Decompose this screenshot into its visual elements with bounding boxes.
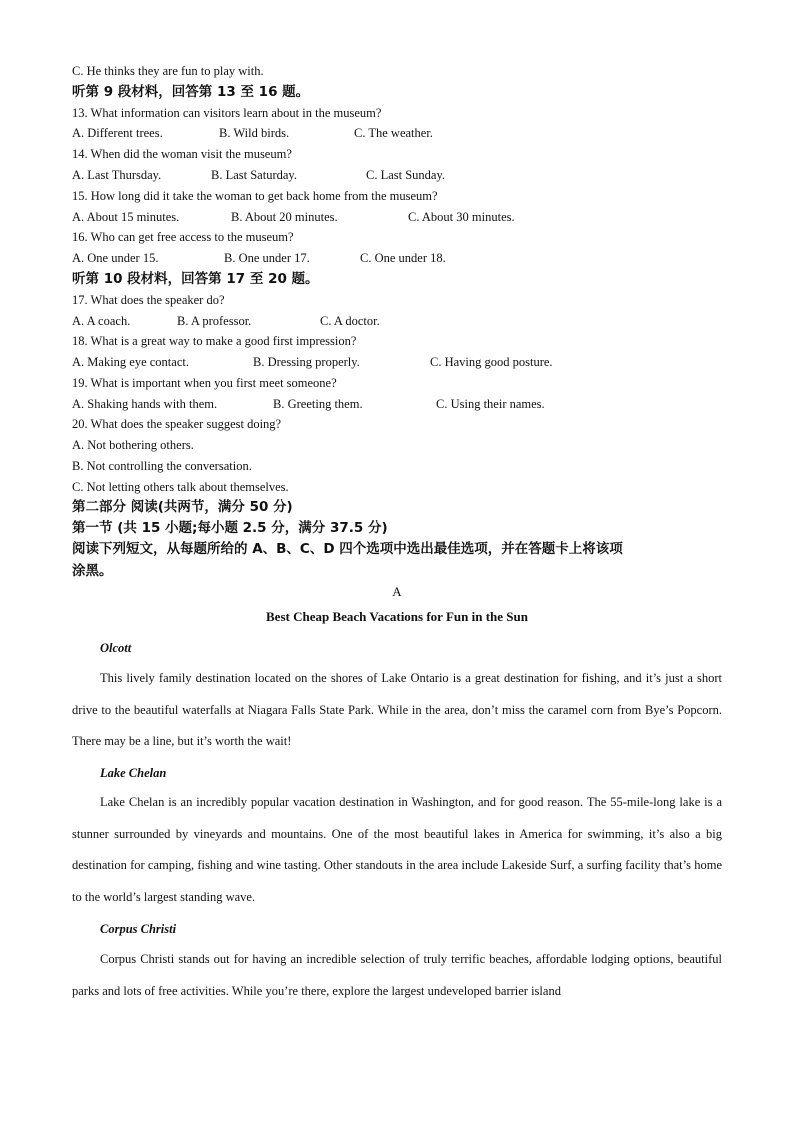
option-b: B. One under 17. bbox=[224, 251, 310, 265]
option-b: B. Dressing properly. bbox=[253, 355, 360, 369]
option-a: A. About 15 minutes. bbox=[72, 210, 180, 224]
section-title: 第一节 (共 15 小题;每小题 2.5 分，满分 37.5 分) bbox=[72, 520, 388, 536]
option-c: C. The weather. bbox=[354, 126, 433, 140]
question-19: 19. What is important when you first meet someone? bbox=[72, 376, 337, 390]
question-17: 17. What does the speaker do? bbox=[72, 293, 225, 307]
section-10-title: 听第 10 段材料，回答第 17 至 20 题。 bbox=[72, 271, 319, 287]
option-c: C. About 30 minutes. bbox=[408, 210, 515, 224]
part-title: 第二部分 阅读(共两节，满分 50 分) bbox=[72, 499, 293, 515]
option-b: B. A professor. bbox=[177, 314, 252, 328]
option-c: C. A doctor. bbox=[320, 314, 380, 328]
entry-paragraph: This lively family destination located on the shores of Lake Ontario is a great destination for fishing, and it’s just a short drive to the beautiful waterfalls at Niagara Falls State Park. While in the area, don’t miss the caramel corn from Bye’s Popcorn. There may be a line, but it’s worth the wait! bbox=[72, 671, 722, 748]
option-c: C. Last Sunday. bbox=[366, 168, 446, 182]
entry-heading: Corpus Christi bbox=[100, 922, 177, 936]
question-13: 13. What information can visitors learn about in the museum? bbox=[72, 106, 382, 120]
question-20: 20. What does the speaker suggest doing? bbox=[72, 417, 282, 431]
entry-heading: Lake Chelan bbox=[100, 766, 167, 780]
instruction-line-2: 涂黑。 bbox=[72, 563, 113, 579]
entry-heading: Olcott bbox=[100, 641, 132, 655]
option-c: C. Using their names. bbox=[436, 397, 545, 411]
question-14: 14. When did the woman visit the museum? bbox=[72, 147, 292, 161]
entry-paragraph: Corpus Christi stands out for having an incredible selection of truly terrific beaches, affordable lodging options, beautiful parks and lots of free activities. While you’re there, explore the largest undeveloped barrier island bbox=[72, 952, 722, 998]
option-a: A. Last Thursday. bbox=[72, 168, 162, 182]
question-16: 16. Who can get free access to the museum? bbox=[72, 230, 294, 244]
option-b: B. Greeting them. bbox=[273, 397, 363, 411]
passage-letter: A bbox=[392, 584, 402, 599]
option-a: A. Different trees. bbox=[72, 126, 163, 140]
question-18: 18. What is a great way to make a good first impression? bbox=[72, 334, 357, 348]
option-b: B. Wild birds. bbox=[219, 126, 290, 140]
option-c: C. Having good posture. bbox=[430, 355, 553, 369]
option-b: B. Last Saturday. bbox=[211, 168, 297, 182]
instruction-line-1: 阅读下列短文，从每题所给的 A、B、C、D 四个选项中选出最佳选项，并在答题卡上将该项 bbox=[72, 541, 623, 557]
option-a: A. Making eye contact. bbox=[72, 355, 189, 369]
option-b: B. Not controlling the conversation. bbox=[72, 459, 252, 473]
option-b: B. About 20 minutes. bbox=[231, 210, 338, 224]
entry-paragraph: Lake Chelan is an incredibly popular vacation destination in Washington, and for good reason. The 55-mile-long lake is a stunner surrounded by vineyards and mountains. One of the most beautiful lakes in America for swimming, it’s also a big destination for camping, fishing and wine tasting. Other standouts in the area include Lakeside Surf, a surfing facility that’s home to the world’s largest standing wave. bbox=[72, 795, 722, 904]
option-c: C. Not letting others talk about themselves. bbox=[72, 480, 289, 494]
option-a: A. One under 15. bbox=[72, 251, 159, 265]
section-9-title: 听第 9 段材料，回答第 13 至 16 题。 bbox=[72, 84, 310, 100]
question-15: 15. How long did it take the woman to get back home from the museum? bbox=[72, 189, 438, 203]
option-a: A. Not bothering others. bbox=[72, 438, 194, 452]
option-a: A. Shaking hands with them. bbox=[72, 397, 218, 411]
passage-title: Best Cheap Beach Vacations for Fun in the Sun bbox=[266, 609, 528, 624]
option-c: C. One under 18. bbox=[360, 251, 446, 265]
option-a: A. A coach. bbox=[72, 314, 131, 328]
prev-option-c: C. He thinks they are fun to play with. bbox=[72, 64, 264, 78]
